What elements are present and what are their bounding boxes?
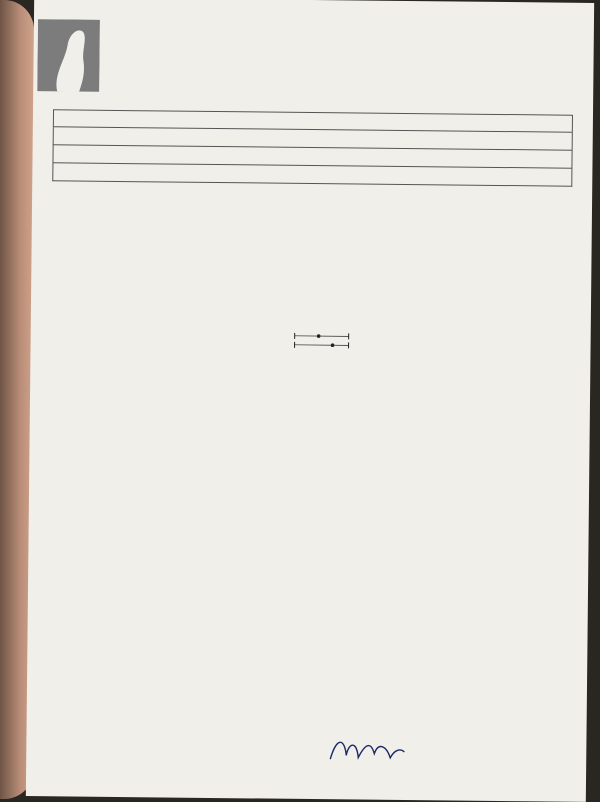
clinic-line-1 (284, 40, 584, 43)
printed-report (26, 0, 594, 802)
clinic-line-2 (284, 40, 584, 43)
risk-chart (400, 419, 587, 557)
brand-tagline (127, 68, 259, 69)
clinic-line-3 (284, 40, 584, 43)
fmf-extra-table (34, 0, 594, 3)
signature-scrawl-icon (326, 735, 406, 766)
signature-block (326, 735, 406, 766)
astraia-logo-icon (37, 19, 100, 106)
clinic-header (284, 40, 584, 43)
crl-chart (48, 415, 249, 553)
fmf-risk-table (34, 0, 594, 3)
risk-note2 (60, 387, 580, 392)
clinic-line-4 (284, 40, 584, 43)
pi-range-icon (293, 331, 353, 352)
nt-chart (232, 417, 411, 555)
